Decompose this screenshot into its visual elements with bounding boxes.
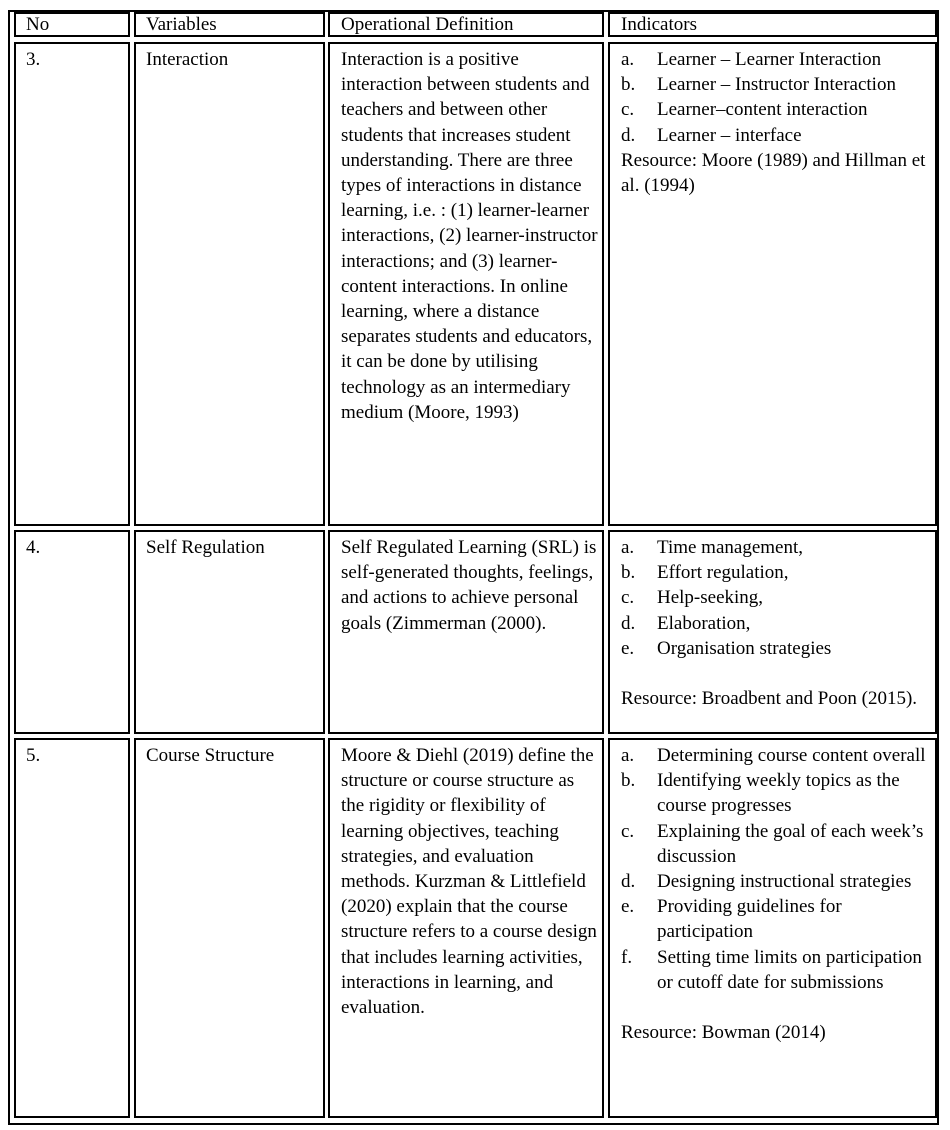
- indicator-item: [621, 72, 933, 97]
- indicator-marker: b.: [621, 74, 636, 96]
- operational-definition: Self Regulated Learning (SRL) is self-generated thoughts, feelings, and actions to achieve personal goals (Zimmerman (2000).: [341, 537, 597, 634]
- indicator-marker: b.: [621, 770, 636, 792]
- indicator-item: [621, 123, 933, 148]
- indicator-item: [621, 611, 933, 636]
- row-4-definition-cell: [328, 530, 604, 734]
- indicator-marker: d.: [621, 612, 636, 634]
- header-definition: Operational Definition: [341, 14, 514, 35]
- indicator-marker: e.: [621, 637, 635, 659]
- indicator-marker: a.: [621, 745, 635, 766]
- indicator-item: [621, 47, 933, 72]
- indicators-list: [621, 47, 933, 198]
- indicator-item: [621, 894, 933, 944]
- indicator-marker: c.: [621, 99, 635, 121]
- indicator-marker: d.: [621, 124, 636, 146]
- variable-name: Interaction: [146, 49, 229, 70]
- indicator-marker: f.: [621, 946, 633, 968]
- indicator-marker: d.: [621, 871, 636, 893]
- row-number: 5.: [26, 745, 41, 766]
- row-5-variable-cell: [134, 738, 325, 1118]
- row-number: 3.: [26, 49, 41, 70]
- header-no: No: [26, 14, 50, 35]
- operational-definition: Interaction is a positive interaction between students and teachers and between other students that increases student understanding. There are three types of interactions in distance learning, i.e. : (1) learner-learner interactions, (2) learner-instructor interactions; and (3) learner-content interactions. In online learning, where a distance separates students and educators, it can be done by utilising technology as an intermediary medium (Moore, 1993): [341, 49, 598, 423]
- indicator-text: Effort regulation,: [657, 562, 789, 584]
- indicator-item: [621, 869, 933, 894]
- indicator-text: Determining course content overall: [657, 745, 926, 766]
- operational-definition: Moore & Diehl (2019) define the structure or course structure as the rigidity or flexibility of learning objectives, teaching strategies, and evaluation methods. Kurzman & Littlefield (2020) explain that the course structure refers to a course design that includes learning activities, interactions in learning, and evaluation.: [341, 745, 597, 1019]
- indicators-list: [621, 535, 933, 711]
- header-indicators-cell: [608, 12, 937, 37]
- indicator-text: Learner – interface: [657, 124, 802, 146]
- indicator-marker: a.: [621, 537, 635, 558]
- row-5-indicators-cell: [608, 738, 937, 1118]
- indicator-text: Setting time limits on participation or cutoff date for submissions: [657, 946, 922, 993]
- indicator-text: Learner – Learner Interaction: [657, 49, 882, 70]
- header-indicators: Indicators: [621, 14, 697, 35]
- indicator-item: [621, 945, 933, 995]
- indicator-marker: c.: [621, 820, 635, 842]
- row-3-variable-cell: [134, 42, 325, 526]
- indicator-text: Providing guidelines for participation: [657, 896, 842, 943]
- indicator-text: Organisation strategies: [657, 637, 832, 659]
- indicator-marker: a.: [621, 49, 635, 70]
- indicator-text: Identifying weekly topics as the course progresses: [657, 770, 900, 817]
- indicator-item: [621, 585, 933, 610]
- indicator-marker: e.: [621, 896, 635, 918]
- indicator-text: Help-seeking,: [657, 587, 764, 609]
- indicator-item: [621, 535, 933, 560]
- indicator-text: Explaining the goal of each week’s discussion: [657, 820, 924, 867]
- indicator-marker: c.: [621, 587, 635, 609]
- indicator-item: [621, 560, 933, 585]
- row-4-indicators-cell: [608, 530, 937, 734]
- spacer: [621, 995, 933, 1020]
- row-4-no-cell: [14, 530, 130, 734]
- row-3-indicators-cell: [608, 42, 937, 526]
- header-no-cell: [14, 12, 130, 37]
- indicator-resource: Resource: Moore (1989) and Hillman et al. (1994): [621, 149, 926, 197]
- indicator-item: [621, 743, 933, 768]
- indicator-text: Learner – Instructor Interaction: [657, 74, 896, 96]
- indicator-item: [621, 636, 933, 661]
- row-5-no-cell: [14, 738, 130, 1118]
- indicator-text: Elaboration,: [657, 612, 751, 634]
- indicator-text: Time management,: [657, 537, 803, 558]
- row-4-variable-cell: [134, 530, 325, 734]
- row-number: 4.: [26, 537, 41, 558]
- row-3-definition-cell: [328, 42, 604, 526]
- variable-name: Course Structure: [146, 745, 275, 766]
- indicator-item: [621, 819, 933, 869]
- row-5-definition-cell: [328, 738, 604, 1118]
- header-variables: Variables: [146, 14, 217, 35]
- indicator-text: Designing instructional strategies: [657, 871, 912, 893]
- indicators-list: [621, 743, 933, 1045]
- indicator-marker: b.: [621, 562, 636, 584]
- spacer: [621, 661, 933, 686]
- indicator-resource: Resource: Broadbent and Poon (2015).: [621, 688, 918, 710]
- row-3-no-cell: [14, 42, 130, 526]
- header-variables-cell: [134, 12, 325, 37]
- indicator-item: [621, 768, 933, 818]
- header-definition-cell: [328, 12, 604, 37]
- indicator-item: [621, 97, 933, 122]
- variable-name: Self Regulation: [146, 537, 265, 558]
- indicator-text: Learner–content interaction: [657, 99, 868, 121]
- indicator-resource: Resource: Bowman (2014): [621, 1022, 826, 1044]
